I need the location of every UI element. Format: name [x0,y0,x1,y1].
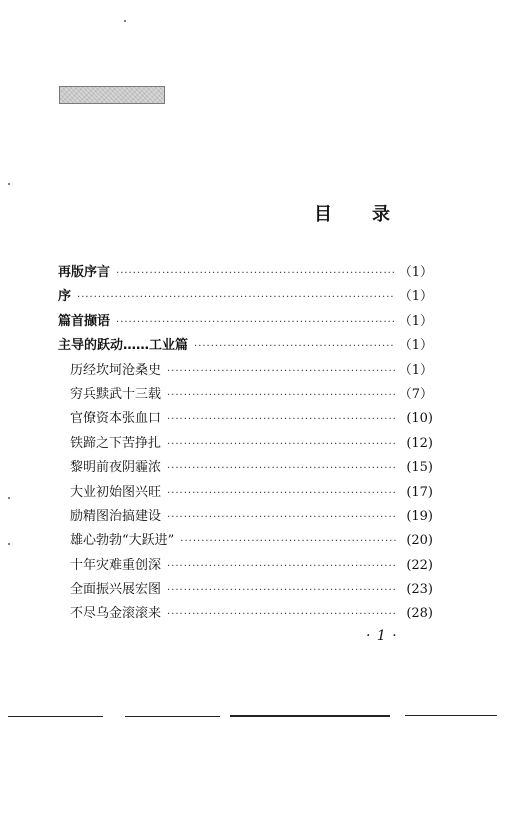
bottom-rule [405,715,497,716]
toc-dot-leader [167,457,397,481]
toc-entry[interactable] [58,481,433,505]
toc-entry-title: 再版序言 [58,265,111,280]
page-title [300,200,410,224]
toc-entry-page: (10) [406,411,433,427]
toc-dot-leader [167,579,397,603]
toc-entry[interactable] [58,310,433,334]
toc-entry[interactable] [58,529,433,553]
table-of-contents [58,261,433,627]
toc-entry-title: 铁蹄之下苦挣扎 [70,435,162,451]
toc-dot-leader [167,603,397,627]
toc-entry-title: 全面振兴展宏图 [70,582,162,598]
title-char-2: 录 [372,204,390,225]
toc-entry-page: (19) [406,508,433,524]
page-number: · 1 · [366,628,398,644]
title-char-1: 目 [314,204,332,225]
toc-entry[interactable] [58,261,433,285]
toc-entry-title: 历经坎坷沧桑史 [70,362,162,378]
toc-entry[interactable] [58,432,433,456]
toc-entry-title: 黎明前夜阴霾浓 [70,460,162,476]
toc-dot-leader [167,433,397,457]
toc-entry-page: （1） [398,362,433,378]
toc-entry-page: （7） [398,386,433,402]
toc-entry-title: 主导的跃动……工业篇 [58,338,189,354]
toc-entry-page: （1） [398,289,433,305]
toc-entry[interactable] [58,602,433,626]
toc-dot-leader [167,506,397,530]
toc-entry-page: (20) [406,533,433,549]
toc-entry[interactable] [58,407,433,431]
toc-entry-page: (15) [406,460,433,476]
header-stamp-box [59,86,165,104]
toc-dot-leader [194,335,395,359]
toc-entry-page: (17) [406,484,433,500]
toc-dot-leader [116,262,395,286]
toc-dot-leader [167,384,395,408]
toc-entry-title: 大业初始图兴旺 [70,484,162,500]
toc-dot-leader [167,482,397,506]
toc-entry-title: 雄心勃勃“大跃进” [70,533,175,549]
scan-speck [8,543,10,545]
toc-dot-leader [167,555,397,579]
toc-entry-page: (23) [406,582,433,598]
toc-dot-leader [77,286,395,310]
toc-entry-page: （1） [398,313,433,329]
bottom-rule [230,715,390,717]
bottom-rule [125,716,220,717]
bottom-rule [8,716,103,717]
toc-entry[interactable] [58,285,433,309]
toc-entry[interactable] [58,554,433,578]
toc-entry-title: 十年灾难重创深 [70,557,162,573]
toc-entry[interactable] [58,505,433,529]
scan-speck [124,20,126,22]
toc-entry-title: 穷兵黩武十三载 [70,386,162,402]
toc-entry[interactable] [58,456,433,480]
toc-entry-page: （1） [398,338,433,354]
toc-entry[interactable] [58,359,433,383]
toc-dot-leader [167,360,395,384]
toc-entry[interactable] [58,578,433,602]
scan-speck [8,497,10,499]
toc-entry-title: 篇首撷语 [58,313,111,329]
toc-entry-page: (22) [406,557,433,573]
toc-entry-title: 励精图治搞建设 [70,508,162,524]
toc-dot-leader [180,530,397,554]
toc-entry-page: (12) [406,435,433,451]
toc-entry[interactable] [58,334,433,358]
toc-entry-page: (28) [406,606,433,622]
toc-dot-leader [167,408,397,432]
toc-entry-title: 不尽乌金滚滚来 [70,606,162,622]
toc-entry[interactable] [58,383,433,407]
toc-dot-leader [116,311,395,335]
toc-entry-title: 序 [58,289,72,305]
toc-entry-title: 官僚资本张血口 [70,411,162,427]
scan-speck [8,183,10,185]
toc-entry-page: （1） [398,265,433,280]
